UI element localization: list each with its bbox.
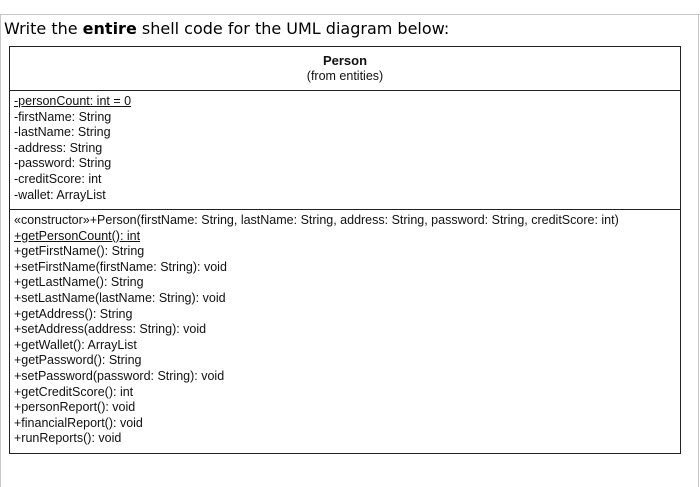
table-right-border	[698, 14, 699, 487]
prompt-emphasis: entire	[82, 19, 137, 38]
prompt-text-before: Write the	[4, 19, 83, 38]
uml-class-box	[9, 46, 681, 454]
uml-attribute: -firstName: String	[14, 109, 112, 124]
table-left-border	[0, 14, 1, 487]
uml-class-header	[10, 47, 680, 91]
uml-attributes-compartment	[10, 91, 680, 210]
uml-operation: +getFirstName(): String	[14, 244, 145, 259]
uml-operations-compartment	[10, 210, 680, 447]
uml-attribute: -wallet: ArrayList	[14, 187, 106, 202]
question-prompt	[4, 19, 449, 38]
prompt-text-after: shell code for the UML diagram below:	[136, 19, 450, 38]
uml-operation: «constructor»+Person(firstName: String, lastName: String, address: String, password: String, creditScore: int)	[14, 213, 619, 227]
uml-operation: +runReports(): void	[14, 431, 122, 446]
uml-operation: +setLastName(lastName: String): void	[14, 290, 226, 305]
class-package-note: (from entities)	[306, 69, 384, 83]
uml-operation: +setFirstName(firstName: String): void	[14, 259, 227, 274]
uml-operation: +setPassword(password: String): void	[14, 368, 225, 383]
uml-operation: +getAddress(): String	[14, 306, 133, 321]
uml-attribute: -creditScore: int	[14, 171, 102, 186]
uml-attribute: -password: String	[14, 156, 112, 171]
table-top-border	[0, 14, 700, 15]
uml-operation: +financialReport(): void	[14, 415, 143, 430]
uml-attribute: -personCount: int = 0	[14, 94, 132, 108]
uml-operation: +getPassword(): String	[14, 353, 142, 368]
uml-operation: +getPersonCount(): int	[14, 228, 141, 243]
uml-operation: +getWallet(): ArrayList	[14, 337, 137, 352]
uml-attribute: -lastName: String	[14, 125, 111, 140]
class-name: Person	[322, 53, 368, 68]
uml-attribute: -address: String	[14, 140, 103, 155]
uml-operation: +getLastName(): String	[14, 275, 144, 290]
uml-operation: +personReport(): void	[14, 400, 136, 415]
uml-operation: +getCreditScore(): int	[14, 384, 134, 399]
uml-operation: +setAddress(address: String): void	[14, 322, 207, 337]
